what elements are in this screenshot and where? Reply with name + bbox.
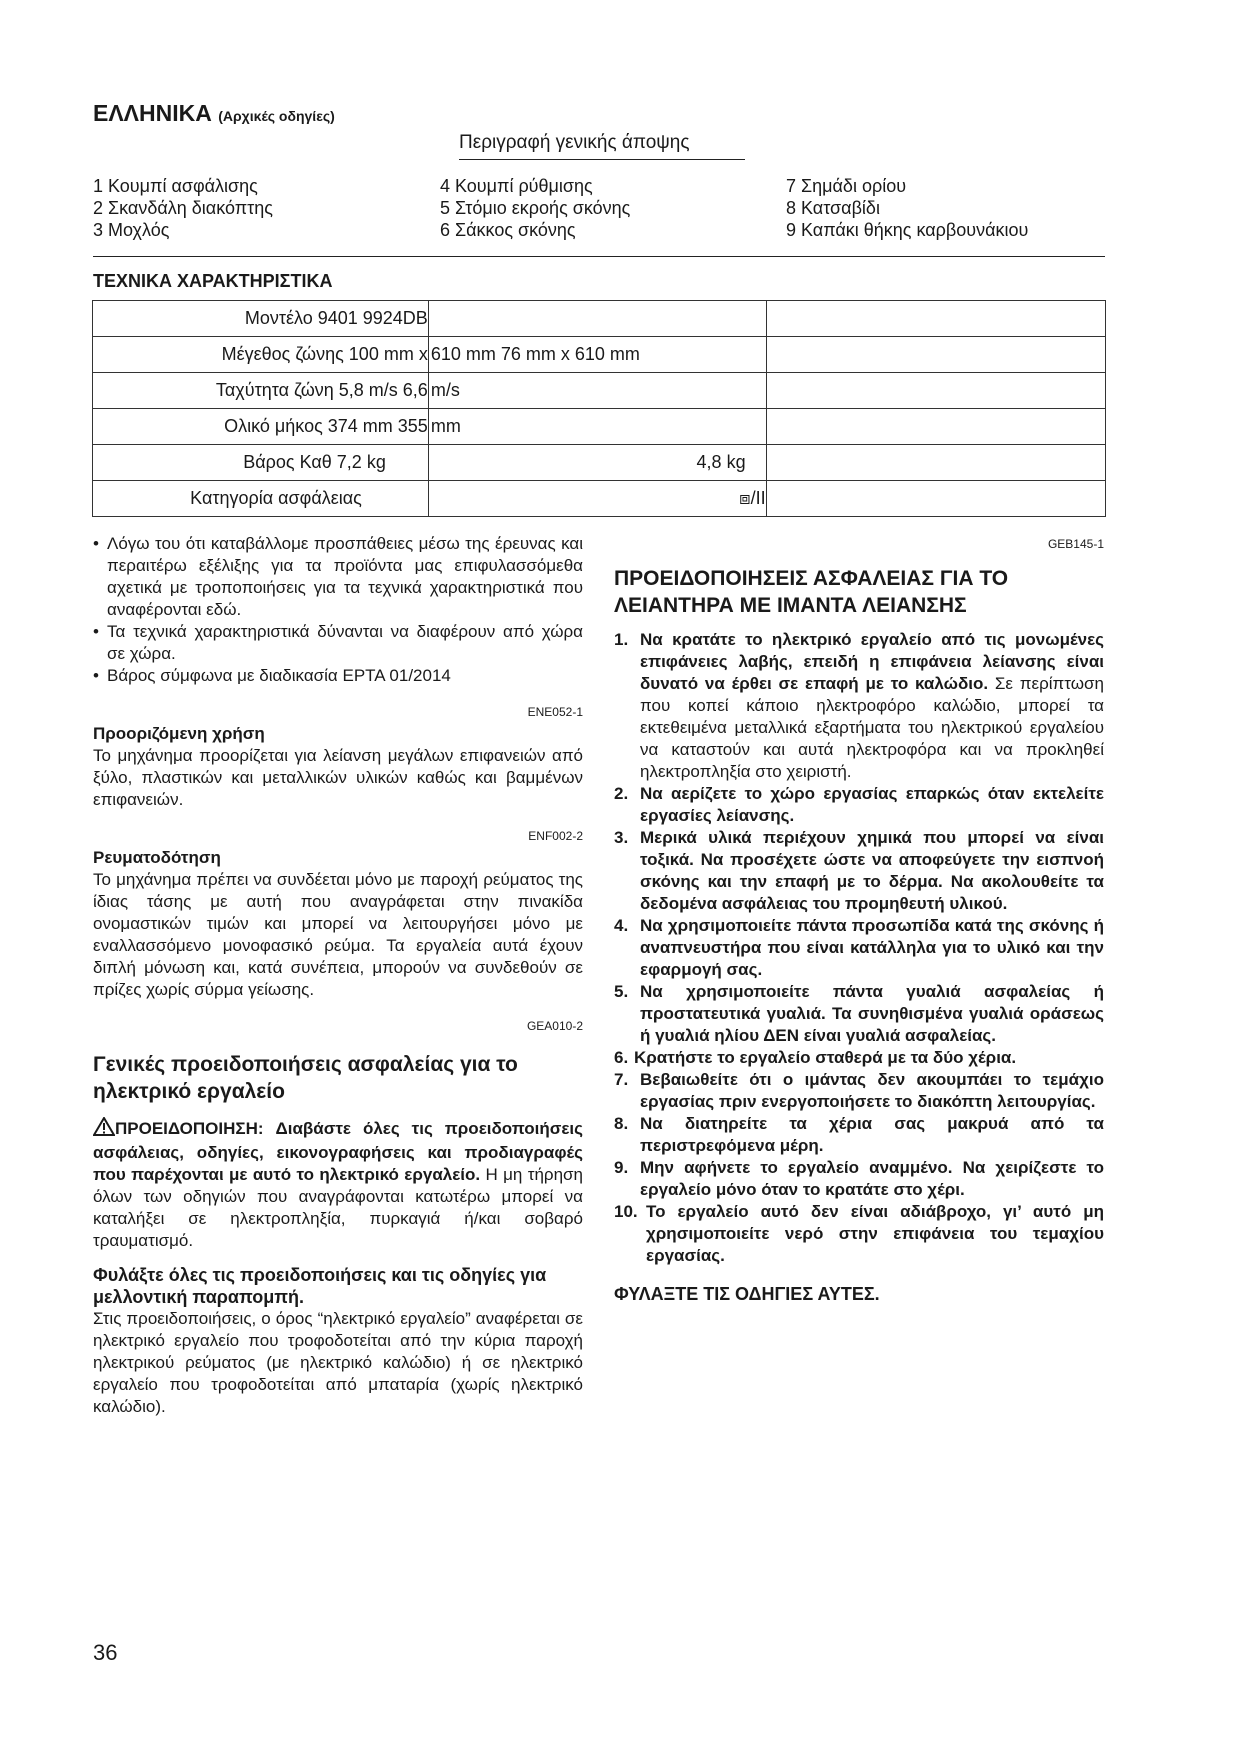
warning-paragraph bbox=[93, 1117, 583, 1252]
spec-value: m/s bbox=[428, 373, 766, 409]
part-item: 8 Κατσαβίδι bbox=[786, 198, 880, 218]
table-row bbox=[93, 373, 1106, 409]
item-bold-text: Να κρατάτε το ηλεκτρικό εργαλείο από τις μονωμένες επιφάνειες λαβής, επειδή η επιφάνεια λείανσης είναι δυνατό να έρθει σε επαφή με το καλώδιο. bbox=[640, 630, 1104, 693]
spec-value: 610 mm 76 mm x 610 mm bbox=[428, 337, 766, 373]
spec-label: Ολικό μήκος 374 mm 355 bbox=[93, 409, 429, 445]
list-item bbox=[614, 783, 1104, 827]
item-number: 7. bbox=[614, 1070, 629, 1089]
spec-label: Βάρος Καθ 7,2 kg bbox=[93, 445, 429, 481]
list-item bbox=[614, 915, 1104, 981]
language-heading bbox=[93, 100, 335, 127]
list-item bbox=[614, 1047, 1104, 1069]
section-code: GEB145-1 bbox=[1047, 537, 1104, 551]
specs-table bbox=[92, 300, 1106, 517]
spec-value: ⧈/II bbox=[428, 481, 766, 517]
item-text: Σε περίπτωση που κοπεί κάποιο ηλεκτροφόρο καλώδιο, μπορεί τα εκτεθειμένα μεταλλικά εξαρτήματα του ηλεκτρικού εργαλείου να καταστούν και αυτά ηλεκτροφόρα και να προκληθεί ηλεκτροπληξία στο χειριστή. bbox=[640, 674, 1104, 781]
part-item: 2 Σκανδάλη διακόπτης bbox=[93, 198, 273, 218]
general-safety-title: Γενικές προειδοποιήσεις ασφαλείας για το ηλεκτρικό εργαλείο bbox=[93, 1053, 518, 1103]
list-item: • Τα τεχνικά χαρακτηριστικά δύνανται να διαφέρουν από χώρα σε χώρα. bbox=[93, 622, 583, 663]
spec-extra bbox=[766, 337, 1105, 373]
spec-value: mm bbox=[428, 409, 766, 445]
part-item: 4 Κουμπί ρύθμισης bbox=[440, 176, 593, 196]
intended-use-text: Το μηχάνημα προορίζεται για λείανση μεγάλων επιφανειών από ξύλο, πλαστικών και μεταλλικών υλικών καθώς και βαμμένων επιφανειών. bbox=[93, 746, 583, 809]
item-bold-text: Να χρησιμοποιείτε πάντα προσωπίδα κατά της σκόνης ή αναπνευστήρα που είναι κατάλληλα για το υλικό και την εφαρμογή σας. bbox=[640, 916, 1104, 979]
section-code: ENE052-1 bbox=[527, 705, 583, 719]
right-column bbox=[614, 533, 1104, 1305]
part-item: 5 Στόμιο εκροής σκόνης bbox=[440, 198, 631, 218]
item-number: 3. bbox=[614, 828, 629, 847]
warning-bold-text: Διαβάστε όλες τις προειδοποιήσεις ασφάλειας, οδηγίες, εικονογραφήσεις και προδιαγραφές που παρέχονται με αυτό το ηλεκτρικό εργαλείο. bbox=[93, 1119, 583, 1184]
spec-value bbox=[428, 301, 766, 337]
closing-note: ΦΥΛΑΞΤΕ ΤΙΣ ΟΔΗΓΙΕΣ ΑΥΤΕΣ. bbox=[614, 1284, 880, 1304]
part-item: 9 Καπάκι θήκης καρβουνάκιου bbox=[786, 220, 1029, 240]
spec-extra bbox=[766, 301, 1105, 337]
table-row bbox=[93, 481, 1106, 517]
part-item: 1 Κουμπί ασφάλισης bbox=[93, 176, 258, 196]
overview-title: Περιγραφή γενικής άποψης bbox=[459, 132, 745, 160]
warning-icon bbox=[93, 1117, 115, 1142]
item-number: 1. bbox=[614, 630, 629, 649]
keep-instructions-text: Στις προειδοποιήσεις, ο όρος “ηλεκτρικό εργαλείο” αναφέρεται σε ηλεκτρικό εργαλείο που τροφοδοτείται από την κύρια παροχή ηλεκτρικού ρεύματος (με ηλεκτρικό καλώδιο) ή σε ηλεκτρικό εργαλείο που τροφοδοτείται από μπαταρία (χωρίς ηλεκτρικό καλώδιο). bbox=[93, 1309, 583, 1416]
section-code: GEA010-2 bbox=[526, 1019, 583, 1033]
spec-label: Μέγεθος ζώνης 100 mm x bbox=[93, 337, 429, 373]
item-bold-text: Βεβαιωθείτε ότι ο ιμάντας δεν ακουμπάει το τεμάχιο εργασίας πριν ενεργοποιήσετε το διακόπτη λειτουργίας. bbox=[640, 1070, 1104, 1111]
warning-label: ΠΡΟΕΙΔΟΠΟΙΗΣΗ: bbox=[115, 1119, 264, 1138]
divider bbox=[93, 256, 1105, 257]
keep-instructions-title: Φυλάξτε όλες τις προειδοποιήσεις και τις οδηγίες για μελλοντική παραπομπή. bbox=[93, 1265, 547, 1307]
belt-sander-safety-title: ΠΡΟΕΙΔΟΠΟΙΗΣΕΙΣ ΑΣΦΑΛΕΙΑΣ ΓΙΑ ΤΟ ΛΕΙΑΝΤΗΡΑ ΜΕ ΙΜΑΝΤΑ ΛΕΙΑΝΣΗΣ bbox=[614, 567, 1009, 617]
list-item: • Λόγω του ότι καταβάλλομε προσπάθειες μέσω της έρευνας και περαιτέρω εξέλιξης για τα προϊόντα μας επιφυλασσόμεθα αχετικά με τροποποιήσεις για τα τεχνικά χαρακτηριστικά που αναφέρονται εδώ. bbox=[93, 534, 583, 619]
list-item bbox=[614, 827, 1104, 915]
item-number: 10. bbox=[614, 1202, 638, 1221]
item-number: 4. bbox=[614, 916, 629, 935]
list-item bbox=[614, 1201, 1104, 1267]
bullet-text: Λόγω του ότι καταβάλλομε προσπάθειες μέσω της έρευνας και περαιτέρω εξέλιξης για τα προϊόντα μας επιφυλασσόμεθα αχετικά με τροποποιήσεις για τα τεχνικά χαρακτηριστικά που αναφέρονται εδώ. bbox=[107, 534, 583, 619]
item-bold-text: Μην αφήνετε το εργαλείο αναμμένο. Να χειρίζεστε το εργαλείο μόνο όταν το κρατάτε στο χέρι. bbox=[640, 1158, 1104, 1199]
table-row bbox=[93, 301, 1106, 337]
item-bold-text: Να αερίζετε το χώρο εργασίας επαρκώς όταν εκτελείτε εργασίες λείανσης. bbox=[640, 784, 1104, 825]
spec-extra bbox=[766, 409, 1105, 445]
item-bold-text: Κρατήστε το εργαλείο σταθερά με τα δύο χέρια. bbox=[634, 1048, 1017, 1067]
part-item: 6 Σάκκος σκόνης bbox=[440, 220, 576, 240]
parts-column-3 bbox=[786, 175, 1028, 241]
spec-value: 4,8 kg bbox=[428, 445, 766, 481]
language-title: ΕΛΛΗΝΙΚΑ bbox=[93, 100, 212, 126]
list-item bbox=[614, 1069, 1104, 1113]
specs-title: ΤΕΧΝΙΚΑ ΧΑΡΑΚΤΗΡΙΣΤΙΚΑ bbox=[93, 271, 333, 291]
spec-label: Κατηγορία ασφάλειας bbox=[93, 481, 429, 517]
list-item bbox=[614, 981, 1104, 1047]
list-item bbox=[614, 629, 1104, 783]
parts-column-2 bbox=[440, 175, 630, 241]
item-bold-text: Να διατηρείτε τα χέρια σας μακρυά από τα περιστρεφόμενα μέρη. bbox=[640, 1114, 1104, 1155]
item-number: 2. bbox=[614, 784, 629, 803]
item-number: 8. bbox=[614, 1114, 629, 1133]
list-item bbox=[614, 1157, 1104, 1201]
item-number: 5. bbox=[614, 982, 629, 1001]
language-note: (Αρχικές οδηγίες) bbox=[218, 108, 335, 124]
bullet-text: Τα τεχνικά χαρακτηριστικά δύνανται να διαφέρουν από χώρα σε χώρα. bbox=[107, 622, 583, 663]
item-number: 9. bbox=[614, 1158, 629, 1177]
list-item bbox=[614, 1113, 1104, 1157]
item-bold-text: Να χρησιμοποιείτε πάντα γυαλιά ασφαλείας ή προστατευτικά γυαλιά. Τα συνηθισμένα γυαλιά οράσεως ή γυαλιά ηλίου ΔΕΝ είναι γυαλιά ασφαλείας. bbox=[640, 982, 1104, 1045]
item-bold-text: Μερικά υλικά περιέχουν χημικά που μπορεί να είναι τοξικά. Να προσέχετε ώστε να αποφεύγετε την εισπνοή σκόνης και την επαφή με το δέρμα. Να ακολουθείτε τα δεδομένα ασφάλειας του προμηθευτή υλικού. bbox=[640, 828, 1104, 913]
part-item: 3 Μοχλός bbox=[93, 220, 170, 240]
parts-column-1 bbox=[93, 175, 273, 241]
power-supply-text: Το μηχάνημα πρέπει να συνδέεται μόνο με παροχή ρεύματος της ίδιας τάσης με αυτή που αναγράφεται στην πινακίδα ονομαστικών τιμών και μπορεί να λειτουργήσει μόνο με εναλλασσόμενο μονοφασικό ρεύμα. Τα εργαλεία αυτά έχουν διπλή μόνωση και, κατά συνέπεια, μπορούν να συνδεθούν σε πρίζες χωρίς σύρμα γείωσης. bbox=[93, 870, 583, 999]
page-number: 36 bbox=[93, 1640, 118, 1665]
list-item: • Βάρος σύμφωνα με διαδικασία EPTA 01/2014 bbox=[93, 666, 451, 685]
spec-extra bbox=[766, 445, 1105, 481]
part-item: 7 Σημάδι ορίου bbox=[786, 176, 907, 196]
table-row bbox=[93, 409, 1106, 445]
item-bold-text: Το εργαλείο αυτό δεν είναι αδιάβροχο, γι’ αυτό μη χρησιμοποιείτε νερό στην επιφάνεια του τεμαχίου εργασίας. bbox=[646, 1202, 1104, 1265]
table-row bbox=[93, 337, 1106, 373]
bullet-text: Βάρος σύμφωνα με διαδικασία EPTA 01/2014 bbox=[107, 666, 451, 685]
table-row bbox=[93, 445, 1106, 481]
section-code: ENF002-2 bbox=[528, 829, 583, 843]
power-supply-title: Ρευματοδότηση bbox=[93, 848, 221, 867]
spec-extra bbox=[766, 481, 1105, 517]
item-number: 6. bbox=[614, 1048, 629, 1067]
spec-extra bbox=[766, 373, 1105, 409]
warning-text: Η μη τήρηση όλων των οδηγιών που αναγράφονται κατωτέρω μπορεί να καταλήξει σε ηλεκτροπληξία, πυρκαγιά ή/και σοβαρό τραυματισμό. bbox=[93, 1165, 583, 1250]
spec-label: Μοντέλο 9401 9924DB bbox=[93, 301, 429, 337]
intended-use-title: Προοριζόμενη χρήση bbox=[93, 724, 265, 743]
left-column bbox=[93, 533, 583, 1418]
spec-label: Ταχύτητα ζώνη 5,8 m/s 6,6 bbox=[93, 373, 429, 409]
